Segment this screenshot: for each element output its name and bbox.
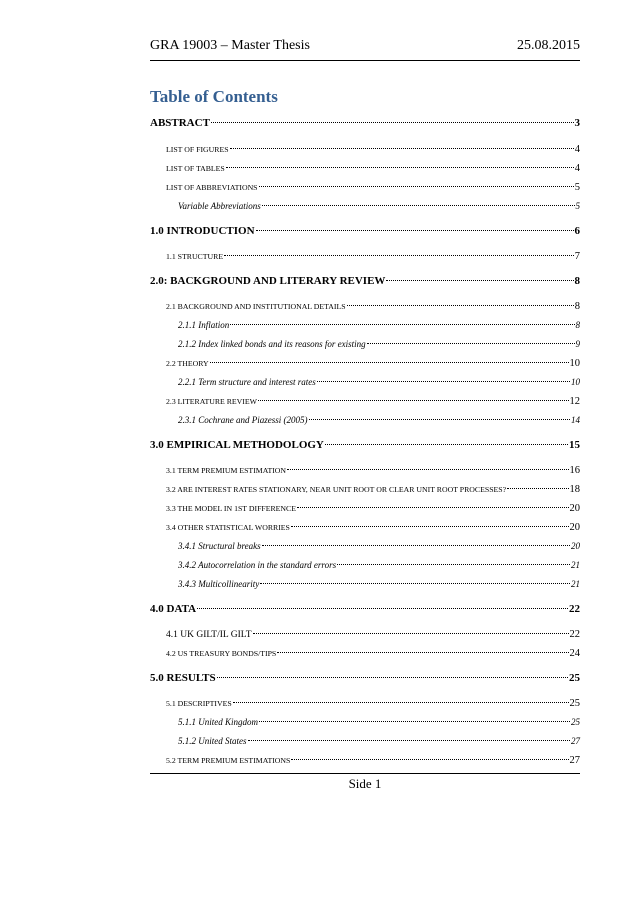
toc-entry-unit-root[interactable] [150, 484, 580, 495]
toc-entry-statistical-worries[interactable] [150, 522, 580, 533]
toc-leader [210, 362, 569, 363]
toc-entry-text: 3.1 TERM PREMIUM ESTIMATION [166, 466, 287, 475]
toc-entry-data[interactable] [150, 603, 580, 615]
toc-page-number: 24 [569, 648, 580, 659]
toc-leader [253, 633, 569, 634]
toc-page-number: 8 [574, 301, 580, 312]
toc-entry-term-premium-estimation[interactable] [150, 465, 580, 476]
toc-leader [197, 608, 568, 609]
toc-page-number: 22 [569, 603, 580, 615]
toc-entry-text: 2.3 LITERATURE REVIEW [166, 397, 257, 406]
toc-leader [233, 702, 569, 703]
toc-entry-text: Variable Abbreviations [178, 201, 261, 211]
toc-entry-text: 5.1 DESCRIPTIVES [166, 699, 232, 708]
toc-leader [309, 419, 571, 420]
toc-entry-model-first-difference[interactable] [150, 503, 580, 514]
toc-page-number: 15 [569, 439, 580, 451]
toc-leader [367, 343, 575, 344]
toc-entry-inflation[interactable] [150, 320, 580, 330]
toc-leader [287, 469, 568, 470]
toc-entry-text: 2.3.1 Cochrane and Piazessi (2005) [178, 415, 308, 425]
header-document-title: GRA 19003 – Master Thesis [150, 38, 310, 53]
toc-page-number: 4 [574, 144, 580, 155]
toc-entry-united-kingdom[interactable] [150, 717, 580, 727]
toc-page-number: 5 [575, 201, 580, 211]
toc-entry-literature-review[interactable] [150, 396, 580, 407]
toc-entry-background-institutional[interactable] [150, 301, 580, 312]
toc-entry-text: 3.4 OTHER STATISTICAL WORRIES [166, 523, 290, 532]
toc-leader [325, 444, 568, 445]
toc-page-number: 6 [574, 225, 580, 237]
toc-page-number: 20 [571, 541, 580, 551]
toc-leader [259, 721, 570, 722]
toc-leader [224, 255, 574, 256]
toc-entry-text: ABSTRACT [150, 117, 210, 129]
toc-page-number: 20 [569, 503, 580, 514]
toc-page-number: 10 [569, 358, 580, 369]
toc-entry-text: 5.0 RESULTS [150, 672, 216, 684]
toc-page-number: 5 [574, 182, 580, 193]
toc-page-number: 8 [574, 275, 580, 287]
toc-leader [262, 545, 570, 546]
toc-leader [256, 230, 574, 231]
toc-entry-theory[interactable] [150, 358, 580, 369]
toc-entry-text: 3.3 THE MODEL IN 1ST DIFFERENCE [166, 504, 296, 513]
toc-leader [217, 677, 568, 678]
header-rule [150, 60, 580, 61]
toc-entry-text: 5.1.1 United Kingdom [178, 717, 258, 727]
toc-entry-descriptives[interactable] [150, 698, 580, 709]
toc-page-number: 25 [569, 672, 580, 684]
toc-page-number: 25 [569, 698, 580, 709]
toc-page-number: 27 [569, 755, 580, 766]
toc-entry-term-premium-estimations[interactable] [150, 755, 580, 766]
toc-entry-text: 3.2 ARE INTEREST RATES STATIONARY, NEAR UNIT ROOT OR CLEAR UNIT ROOT PROCESSES? [166, 485, 507, 494]
toc-page-number: 7 [574, 251, 580, 262]
toc-leader [226, 167, 574, 168]
toc-page-number: 4 [574, 163, 580, 174]
toc-page-number: 8 [575, 320, 580, 330]
toc-entry-united-states[interactable] [150, 736, 580, 746]
toc-entry-abstract[interactable] [150, 117, 580, 129]
toc-leader [291, 526, 569, 527]
toc-leader [230, 324, 574, 325]
toc-entry-text: 1.1 STRUCTURE [166, 252, 224, 261]
toc-leader [317, 381, 570, 382]
toc-page-number: 10 [571, 377, 580, 387]
toc-leader [291, 759, 568, 760]
toc-entry-text: LIST OF TABLES [166, 164, 225, 173]
toc-entry-text: 2.2 THEORY [166, 359, 209, 368]
toc-entry-multicollinearity[interactable] [150, 579, 580, 589]
toc-entry-text: 3.4.3 Multicollinearity [178, 579, 260, 589]
toc-page-number: 9 [575, 339, 580, 349]
toc-entry-empirical-methodology[interactable] [150, 439, 580, 451]
toc-leader [258, 400, 569, 401]
toc-page-number: 12 [569, 396, 580, 407]
toc-entry-list-of-figures[interactable] [150, 144, 580, 155]
toc-leader [507, 488, 568, 489]
toc-entry-autocorrelation[interactable] [150, 560, 580, 570]
toc-leader [277, 652, 568, 653]
toc-leader [347, 305, 574, 306]
toc-entry-text: 3.4.2 Autocorrelation in the standard errors [178, 560, 337, 570]
toc-entry-text: 2.1 BACKGROUND AND INSTITUTIONAL DETAILS [166, 302, 346, 311]
toc-entry-text: 2.1.2 Index linked bonds and its reasons for existing [178, 339, 366, 349]
toc-entry-structure[interactable] [150, 251, 580, 262]
toc-entry-text: 2.1.1 Inflation [178, 320, 230, 330]
toc-entry-text: 4.0 DATA [150, 603, 197, 615]
toc-page-number: 18 [569, 484, 580, 495]
page-footer: Side 1 [348, 776, 382, 791]
toc-page-number: 20 [569, 522, 580, 533]
toc-entry-us-treasury[interactable] [150, 648, 580, 659]
toc-entry-text: 4.1 UK GILT/IL GILT [166, 630, 252, 640]
toc-page-number: 22 [569, 629, 580, 640]
toc-leader [260, 583, 570, 584]
toc-entry-text: 2.0: BACKGROUND AND LITERARY REVIEW [150, 275, 386, 287]
toc-entry-text: 2.2.1 Term structure and interest rates [178, 377, 316, 387]
toc-entry-background-literary-review[interactable] [150, 275, 580, 287]
toc-entry-uk-gilt[interactable] [150, 629, 580, 640]
toc-entry-results[interactable] [150, 672, 580, 684]
page-header [150, 38, 580, 54]
toc-entry-list-of-tables[interactable] [150, 163, 580, 174]
toc-entry-text: 4.2 US TREASURY BONDS/TIPS [166, 649, 277, 658]
toc-page-number: 25 [571, 717, 580, 727]
toc-entry-cochrane-piazessi[interactable] [150, 415, 580, 425]
toc-entry-text: 1.0 INTRODUCTION [150, 225, 255, 237]
toc-leader [230, 148, 574, 149]
toc-entry-text: 5.2 TERM PREMIUM ESTIMATIONS [166, 756, 291, 765]
toc-entry-text: 5.1.2 United States [178, 736, 247, 746]
header-date: 25.08.2015 [517, 38, 580, 53]
toc-page-number: 14 [571, 415, 580, 425]
toc-entry-variable-abbreviations[interactable] [150, 201, 580, 211]
toc-page-number: 21 [571, 579, 580, 589]
toc-entry-list-of-abbreviations[interactable] [150, 182, 580, 193]
toc-entry-text: LIST OF FIGURES [166, 145, 229, 154]
toc-page-number: 3 [574, 117, 580, 129]
footer-rule [150, 773, 580, 774]
toc-title: Table of Contents [150, 87, 278, 106]
toc-page-number: 16 [569, 465, 580, 476]
toc-entry-index-linked-bonds[interactable] [150, 339, 580, 349]
toc-page-number: 21 [571, 560, 580, 570]
toc-entry-introduction[interactable] [150, 225, 580, 237]
toc-entry-text: 3.4.1 Structural breaks [178, 541, 261, 551]
toc-entry-structural-breaks[interactable] [150, 541, 580, 551]
toc-entry-text: 3.0 EMPIRICAL METHODOLOGY [150, 439, 324, 451]
toc-leader [337, 564, 570, 565]
toc-page-number: 27 [571, 736, 580, 746]
toc-leader [386, 280, 573, 281]
toc-leader [297, 507, 569, 508]
toc-leader [259, 186, 574, 187]
toc-entry-text: LIST OF ABBREVIATIONS [166, 183, 258, 192]
toc-leader [262, 205, 575, 206]
toc-entry-term-structure[interactable] [150, 377, 580, 387]
toc-leader [211, 122, 574, 123]
toc-leader [248, 740, 571, 741]
